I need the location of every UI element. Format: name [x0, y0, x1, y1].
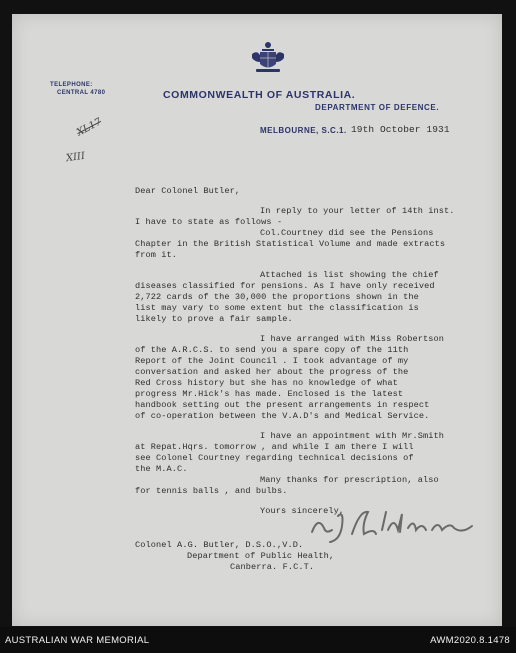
body-line: for tennis balls , and bulbs.	[135, 486, 288, 496]
archive-name: AUSTRALIAN WAR MEMORIAL	[5, 635, 150, 646]
body-line: list may vary to some extent but the classification is	[135, 303, 419, 313]
body-line: Chapter in the British Statistical Volume and made extracts	[135, 239, 446, 249]
letter-page	[12, 14, 502, 626]
address-line: Department of Public Health,	[187, 551, 335, 561]
body-line: from it.	[135, 250, 178, 260]
coat-of-arms-icon	[248, 40, 288, 76]
telephone-label: TELEPHONE:	[50, 82, 93, 88]
body-line: see Colonel Courtney regarding technical decisions of	[135, 453, 414, 463]
body-line: Red Cross history but she has no knowledge of what	[135, 378, 398, 388]
body-line: Many thanks for prescription, also	[260, 475, 439, 485]
body-line: the M.A.C.	[135, 464, 188, 474]
body-line: progress Mr.Hick's has made. Enclosed is the latest	[135, 389, 404, 399]
archive-reference: AWM2020.8.1478	[430, 635, 510, 646]
department-name: DEPARTMENT OF DEFENCE.	[315, 103, 440, 112]
body-line: I have to state as follows -	[135, 217, 283, 227]
address-line: Canberra. F.C.T.	[230, 562, 315, 572]
body-line: diseases classified for pensions. As I have only received	[135, 281, 435, 291]
organisation-name: COMMONWEALTH OF AUSTRALIA.	[163, 89, 356, 101]
body-line: handbook setting out the present arrangements in respect	[135, 400, 430, 410]
signature-image	[304, 504, 482, 548]
telephone-number: CENTRAL 4780	[57, 90, 106, 96]
body-line: Attached is list showing the chief	[260, 270, 439, 280]
body-line: I have an appointment with Mr.Smith	[260, 431, 444, 441]
body-line: Col.Courtney did see the Pensions	[260, 228, 434, 238]
letter-place: MELBOURNE, S.C.1.	[260, 126, 347, 135]
body-line: In reply to your letter of 14th inst.	[260, 206, 455, 216]
body-line: of co-operation between the V.A.D's and Medical Service.	[135, 411, 430, 421]
handwritten-reference: XL17	[74, 116, 104, 139]
body-line: at Repat.Hqrs. tomorrow , and while I am there I will	[135, 442, 414, 452]
salutation: Dear Colonel Butler,	[135, 186, 241, 196]
body-line: of the A.R.C.S. to send you a spare copy of the 11th	[135, 345, 409, 355]
handwritten-file-number: XIII	[65, 150, 86, 165]
body-line: conversation and asked her about the progress of the	[135, 367, 409, 377]
body-line: Report of the Joint Council . I took advantage of my	[135, 356, 409, 366]
closing: Yours sincerely,	[260, 506, 345, 516]
address-line: Colonel A.G. Butler, D.S.O.,V.D.	[135, 540, 304, 550]
body-line: 2,722 cards of the 30,000 the proportions shown in the	[135, 292, 419, 302]
letter-date: 19th October 1931	[351, 124, 450, 135]
body-line: I have arranged with Miss Robertson	[260, 334, 444, 344]
archive-footer	[0, 627, 516, 653]
body-line: likely to prove a fair sample.	[135, 314, 293, 324]
